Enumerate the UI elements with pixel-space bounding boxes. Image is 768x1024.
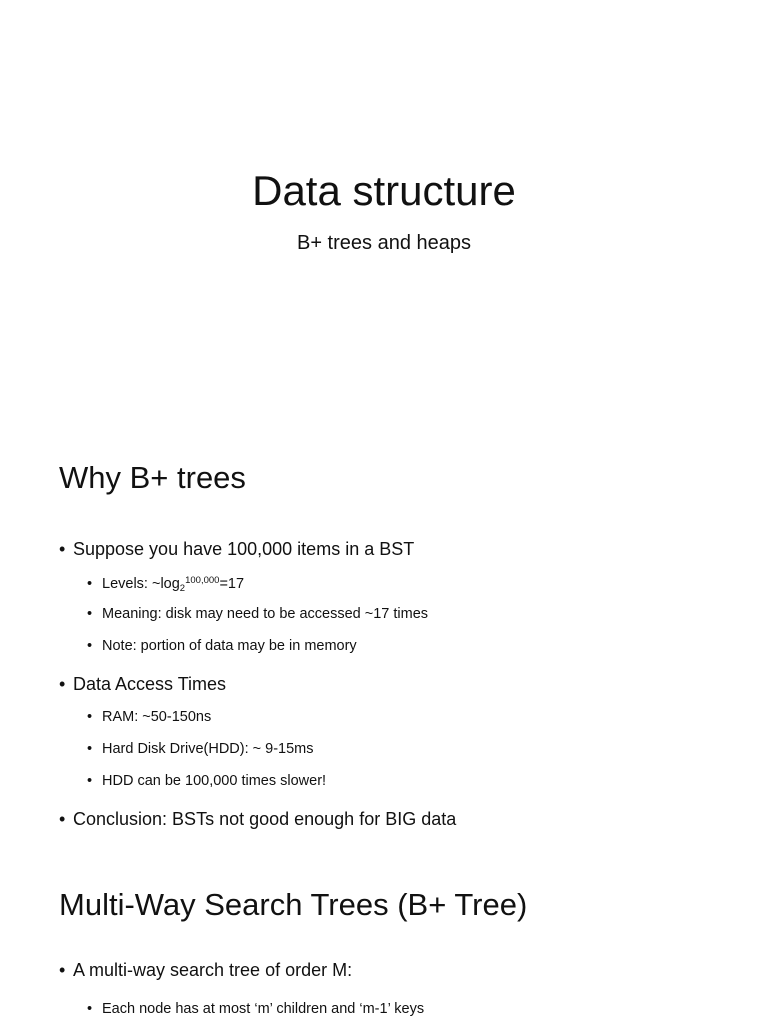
slide-subtitle: B+ trees and heaps <box>296 232 471 254</box>
log-argument: 100,000 <box>185 575 220 586</box>
bullet-text: HDD can be 100,000 times slower! <box>102 773 327 789</box>
bullet-conclusion <box>59 807 456 831</box>
bullet-text: Meaning: disk may need to be accessed ~17 times <box>102 606 429 622</box>
subbullet-hdd <box>87 739 314 759</box>
section-heading-why-bplus-trees: Why B+ trees <box>59 460 246 495</box>
bullet-multiway-order <box>59 958 352 982</box>
bullet-glyph: • <box>59 809 66 829</box>
subbullet-levels <box>87 571 244 599</box>
bullet-text: Each node has at most ‘m’ children and ‘m-1’ keys <box>102 1001 425 1017</box>
bullet-glyph: • <box>87 773 93 789</box>
levels-suffix: =17 <box>219 576 245 592</box>
subbullet-hdd-slower <box>87 771 326 791</box>
bullet-glyph: • <box>87 638 93 654</box>
bullet-glyph: • <box>59 960 66 980</box>
bullet-glyph: • <box>87 576 93 592</box>
bullet-text: A multi-way search tree of order M: <box>73 960 353 980</box>
bullet-text: Suppose you have 100,000 items in a BST <box>73 539 415 559</box>
bullet-glyph: • <box>59 539 66 559</box>
bullet-text: RAM: ~50-150ns <box>102 709 212 725</box>
bullet-data-access-times <box>59 672 226 696</box>
bullet-text: Hard Disk Drive(HDD): ~ 9-15ms <box>102 741 314 757</box>
slide-title: Data structure <box>252 167 516 214</box>
bullet-glyph: • <box>59 674 66 694</box>
bullet-glyph: • <box>87 741 93 757</box>
levels-prefix: Levels: ~log <box>102 576 180 592</box>
subbullet-note <box>87 636 357 656</box>
subbullet-ram <box>87 707 211 727</box>
subbullet-node-children <box>87 999 424 1019</box>
bullet-text: Conclusion: BSTs not good enough for BIG data <box>73 809 457 829</box>
bullet-text: Note: portion of data may be in memory <box>102 638 357 654</box>
section-heading-multiway-search-trees: Multi-Way Search Trees (B+ Tree) <box>59 887 528 922</box>
bullet-text: Data Access Times <box>73 674 227 694</box>
bullet-glyph: • <box>87 1001 93 1017</box>
bullet-glyph: • <box>87 606 93 622</box>
bullet-glyph: • <box>87 709 93 725</box>
bullet-suppose <box>59 537 414 561</box>
subbullet-meaning <box>87 604 428 624</box>
log-base: 2 <box>179 583 186 594</box>
